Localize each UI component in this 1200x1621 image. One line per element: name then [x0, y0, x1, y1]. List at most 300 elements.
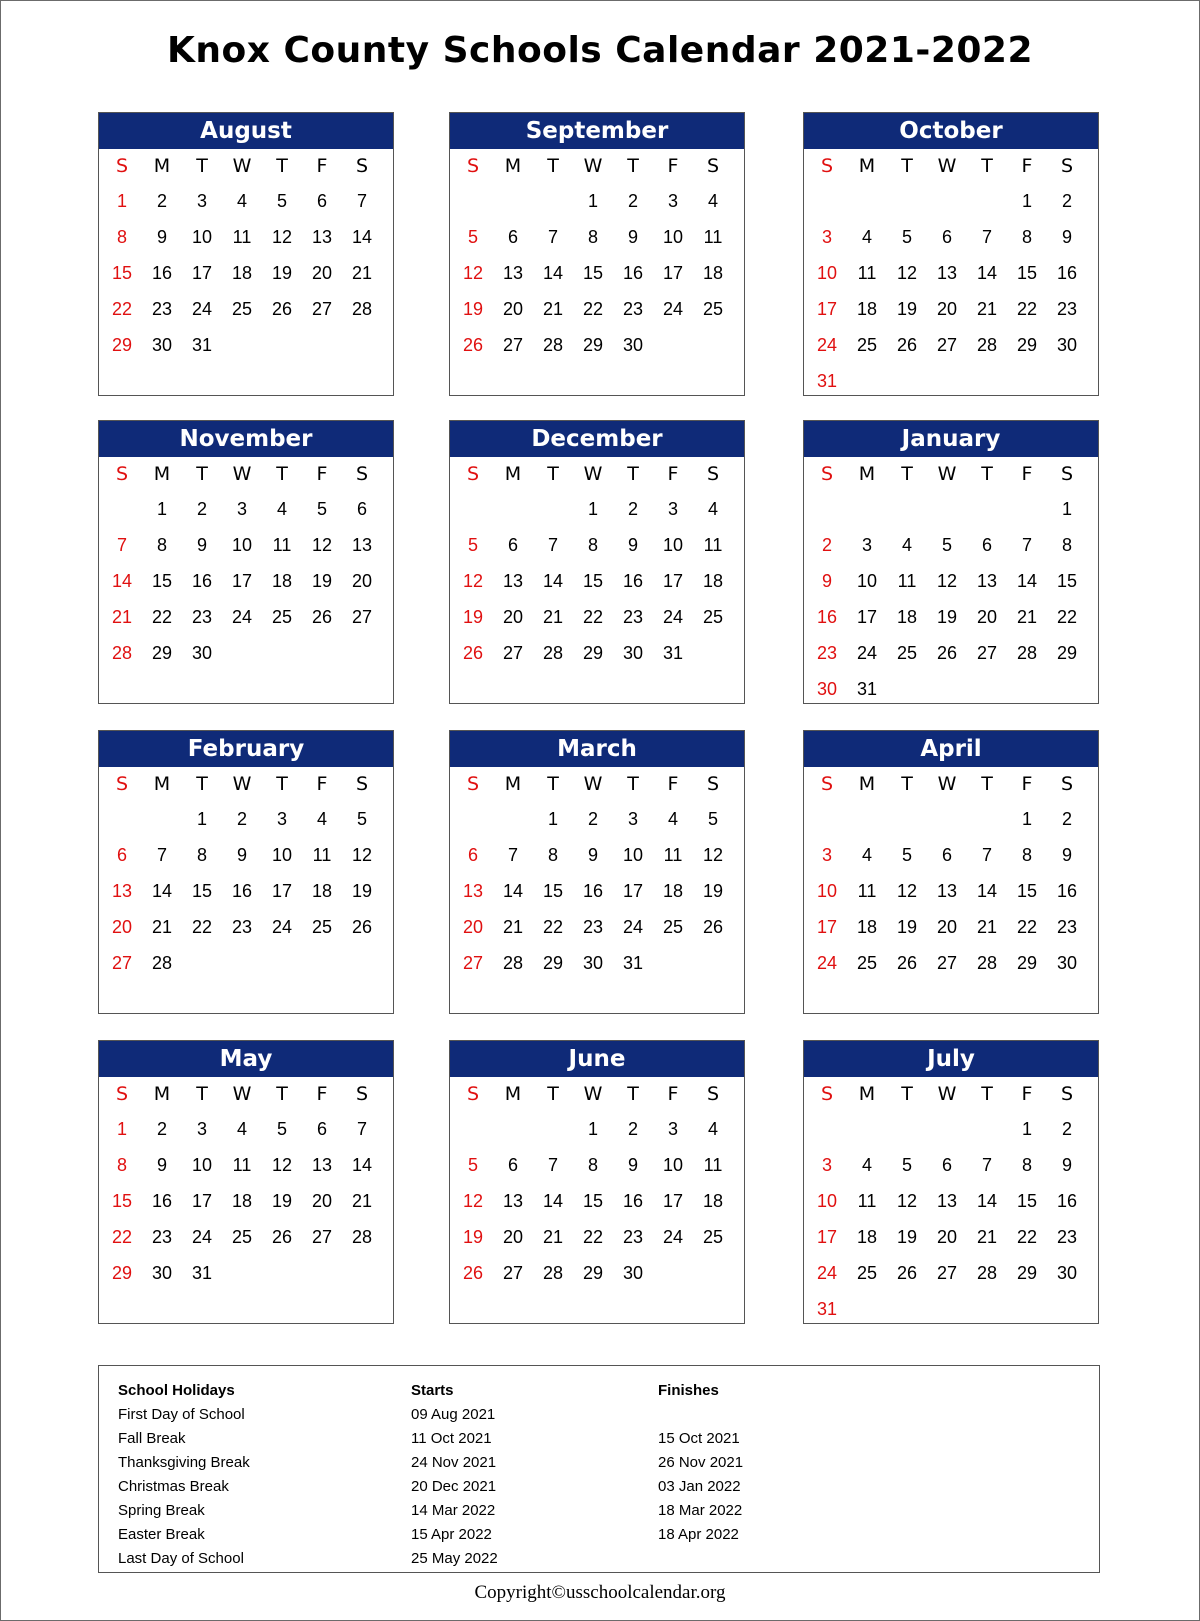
day-cell: 30	[191, 642, 213, 663]
day-cell: 5	[356, 808, 367, 829]
month-title: May	[99, 1041, 393, 1077]
week-row	[804, 671, 1098, 707]
day-cell: 25	[856, 1262, 878, 1283]
weekday-label: M	[153, 773, 171, 795]
day-cell: 10	[662, 534, 684, 555]
day-cell: 18	[856, 1226, 878, 1247]
day-cell: 4	[861, 1154, 872, 1175]
day-cell: 21	[502, 916, 524, 937]
week-row	[804, 599, 1098, 635]
day-cell: 4	[901, 534, 912, 555]
day-cell: 26	[896, 334, 918, 355]
holiday-name: Easter Break	[118, 1526, 205, 1543]
day-cell: 22	[1016, 298, 1038, 319]
day-cell: 9	[627, 534, 638, 555]
day-cell: 5	[467, 1154, 478, 1175]
weekday-label: W	[937, 773, 957, 795]
week-row	[804, 1255, 1098, 1291]
weekday-label: T	[981, 463, 993, 485]
weekday-label: S	[1060, 463, 1074, 485]
month-title: November	[99, 421, 393, 457]
week-row	[450, 801, 744, 837]
day-cell: 25	[702, 1226, 724, 1247]
day-cell: 7	[547, 534, 558, 555]
weekday-header-row	[450, 1077, 744, 1111]
day-cell: 19	[462, 606, 484, 627]
day-cell: 8	[116, 1154, 127, 1175]
day-cell: 2	[1061, 808, 1072, 829]
week-row	[450, 635, 744, 671]
day-cell: 22	[111, 298, 133, 319]
day-cell: 9	[627, 226, 638, 247]
week-row	[99, 599, 393, 635]
day-cell: 19	[896, 916, 918, 937]
month-may	[98, 1040, 394, 1324]
day-cell: 1	[1021, 808, 1032, 829]
day-cell: 6	[941, 844, 952, 865]
week-row	[804, 1147, 1098, 1183]
week-row	[99, 327, 393, 363]
day-cell: 15	[191, 880, 213, 901]
day-cell: 1	[196, 808, 207, 829]
day-cell: 28	[351, 1226, 373, 1247]
day-cell: 30	[1056, 334, 1078, 355]
day-cell: 3	[821, 844, 832, 865]
day-cell: 10	[622, 844, 644, 865]
weekday-label: F	[1021, 1083, 1033, 1105]
day-cell: 8	[196, 844, 207, 865]
day-cell: 1	[587, 1118, 598, 1139]
week-row	[99, 1255, 393, 1291]
holiday-finishes: 03 Jan 2022	[658, 1478, 741, 1495]
day-cell: 19	[896, 1226, 918, 1247]
week-row	[450, 327, 744, 363]
day-cell: 6	[316, 1118, 327, 1139]
weekday-label: F	[1021, 773, 1033, 795]
day-cell: 10	[191, 226, 213, 247]
weekday-label: F	[316, 155, 328, 177]
weekday-label: S	[355, 773, 369, 795]
day-cell: 27	[311, 1226, 333, 1247]
week-row	[804, 635, 1098, 671]
day-cell: 13	[502, 570, 524, 591]
day-cell: 8	[1021, 844, 1032, 865]
day-cell: 23	[1056, 298, 1078, 319]
weekday-label: W	[232, 155, 252, 177]
day-cell: 5	[941, 534, 952, 555]
weekday-label: M	[153, 155, 171, 177]
day-cell: 19	[462, 1226, 484, 1247]
day-cell: 11	[703, 1154, 723, 1175]
month-title: June	[450, 1041, 744, 1077]
holidays-header-name: School Holidays	[118, 1382, 235, 1399]
month-march	[449, 730, 745, 1014]
week-row	[99, 563, 393, 599]
day-cell: 14	[976, 880, 998, 901]
week-row	[450, 599, 744, 635]
day-cell: 28	[976, 1262, 998, 1283]
day-cell: 25	[896, 642, 918, 663]
week-row	[99, 909, 393, 945]
weekday-label: T	[196, 155, 208, 177]
day-cell: 20	[502, 606, 524, 627]
weekday-label: S	[820, 1083, 834, 1105]
day-cell: 27	[976, 642, 998, 663]
day-cell: 11	[857, 262, 877, 283]
week-row	[804, 491, 1098, 527]
day-cell: 4	[707, 498, 718, 519]
day-cell: 20	[936, 916, 958, 937]
weekday-header-row	[450, 457, 744, 491]
day-cell: 3	[667, 498, 678, 519]
day-cell: 27	[111, 952, 133, 973]
day-cell: 5	[316, 498, 327, 519]
day-cell: 7	[981, 226, 992, 247]
month-september	[449, 112, 745, 396]
day-cell: 20	[976, 606, 998, 627]
holiday-name: Spring Break	[118, 1502, 205, 1519]
day-cell: 30	[1056, 952, 1078, 973]
day-cell: 28	[542, 642, 564, 663]
weekday-label: S	[115, 1083, 129, 1105]
day-cell: 23	[622, 606, 644, 627]
day-cell: 1	[116, 190, 127, 211]
day-cell: 7	[547, 226, 558, 247]
day-cell: 2	[156, 1118, 167, 1139]
day-cell: 7	[356, 190, 367, 211]
day-cell: 5	[276, 190, 287, 211]
day-cell: 10	[662, 226, 684, 247]
day-cell: 22	[151, 606, 173, 627]
day-cell: 31	[191, 334, 213, 355]
day-cell: 17	[816, 916, 838, 937]
day-cell: 24	[662, 298, 684, 319]
week-row	[804, 1219, 1098, 1255]
day-cell: 1	[547, 808, 558, 829]
day-cell: 12	[311, 534, 333, 555]
day-cell: 21	[976, 298, 998, 319]
day-cell: 11	[703, 534, 723, 555]
week-row	[99, 1183, 393, 1219]
weekday-label: S	[1060, 773, 1074, 795]
day-cell: 2	[627, 498, 638, 519]
day-cell: 6	[467, 844, 478, 865]
day-cell: 27	[502, 334, 524, 355]
day-cell: 15	[542, 880, 564, 901]
month-december	[449, 420, 745, 704]
weekday-label: S	[355, 155, 369, 177]
day-cell: 9	[196, 534, 207, 555]
weekday-label: M	[858, 463, 876, 485]
week-row	[450, 291, 744, 327]
day-cell: 21	[542, 298, 564, 319]
holiday-name: Christmas Break	[118, 1478, 229, 1495]
day-cell: 13	[502, 262, 524, 283]
week-row	[804, 1111, 1098, 1147]
day-cell: 15	[582, 262, 604, 283]
day-cell: 26	[271, 298, 293, 319]
day-cell: 12	[896, 1190, 918, 1211]
weekday-label: M	[504, 1083, 522, 1105]
weekday-label: M	[504, 463, 522, 485]
day-cell: 21	[976, 916, 998, 937]
weekday-label: F	[316, 773, 328, 795]
weekday-label: S	[355, 463, 369, 485]
weekday-label: T	[547, 463, 559, 485]
weekday-label: T	[627, 463, 639, 485]
weekday-label: S	[820, 463, 834, 485]
day-cell: 14	[542, 570, 564, 591]
day-cell: 11	[232, 226, 252, 247]
week-row	[450, 183, 744, 219]
day-cell: 1	[1061, 498, 1072, 519]
week-row	[99, 1219, 393, 1255]
day-cell: 24	[816, 334, 838, 355]
day-cell: 26	[462, 1262, 484, 1283]
weekday-header-row	[450, 767, 744, 801]
day-cell: 26	[351, 916, 373, 937]
day-cell: 12	[702, 844, 724, 865]
month-january	[803, 420, 1099, 704]
day-cell: 24	[662, 606, 684, 627]
weekday-label: M	[504, 773, 522, 795]
day-cell: 21	[151, 916, 173, 937]
day-cell: 14	[351, 1154, 373, 1175]
day-cell: 9	[1061, 844, 1072, 865]
weekday-label: W	[937, 155, 957, 177]
day-cell: 2	[587, 808, 598, 829]
weekday-label: T	[627, 1083, 639, 1105]
week-row	[450, 837, 744, 873]
day-cell: 24	[191, 298, 213, 319]
weekday-label: W	[583, 1083, 603, 1105]
day-cell: 25	[856, 334, 878, 355]
day-cell: 4	[236, 190, 247, 211]
day-cell: 17	[231, 570, 253, 591]
day-cell: 15	[151, 570, 173, 591]
day-cell: 4	[316, 808, 327, 829]
week-row	[804, 219, 1098, 255]
day-cell: 8	[587, 226, 598, 247]
week-row	[450, 255, 744, 291]
day-cell: 16	[191, 570, 213, 591]
day-cell: 16	[231, 880, 253, 901]
weekday-label: T	[276, 1083, 288, 1105]
day-cell: 7	[547, 1154, 558, 1175]
week-row	[804, 563, 1098, 599]
day-cell: 8	[1021, 1154, 1032, 1175]
day-cell: 12	[271, 1154, 293, 1175]
day-cell: 5	[901, 1154, 912, 1175]
weekday-label: M	[858, 1083, 876, 1105]
weekday-label: M	[858, 773, 876, 795]
day-cell: 29	[1016, 952, 1038, 973]
weekday-label: F	[667, 463, 679, 485]
week-row	[804, 1291, 1098, 1327]
day-cell: 12	[351, 844, 373, 865]
day-cell: 14	[976, 262, 998, 283]
day-cell: 7	[156, 844, 167, 865]
weekday-label: W	[583, 773, 603, 795]
day-cell: 14	[542, 262, 564, 283]
day-cell: 13	[936, 1190, 958, 1211]
day-cell: 28	[351, 298, 373, 319]
day-cell: 29	[582, 334, 604, 355]
weekday-label: S	[706, 463, 720, 485]
day-cell: 26	[936, 642, 958, 663]
day-cell: 28	[151, 952, 173, 973]
day-cell: 21	[976, 1226, 998, 1247]
day-cell: 9	[587, 844, 598, 865]
day-cell: 25	[311, 916, 333, 937]
day-cell: 25	[702, 606, 724, 627]
holiday-name: Last Day of School	[118, 1550, 244, 1567]
day-cell: 15	[1016, 880, 1038, 901]
day-cell: 24	[856, 642, 878, 663]
day-cell: 10	[191, 1154, 213, 1175]
day-cell: 8	[587, 1154, 598, 1175]
day-cell: 6	[507, 534, 518, 555]
day-cell: 17	[662, 262, 684, 283]
day-cell: 24	[231, 606, 253, 627]
holiday-name: Thanksgiving Break	[118, 1454, 250, 1471]
week-row	[804, 801, 1098, 837]
holidays-header-finishes: Finishes	[658, 1382, 719, 1399]
day-cell: 5	[901, 226, 912, 247]
day-cell: 23	[151, 1226, 173, 1247]
day-cell: 20	[502, 1226, 524, 1247]
day-cell: 1	[587, 498, 598, 519]
day-cell: 4	[276, 498, 287, 519]
day-cell: 19	[896, 298, 918, 319]
day-cell: 23	[582, 916, 604, 937]
holiday-row	[99, 1526, 1099, 1550]
day-cell: 27	[936, 952, 958, 973]
day-cell: 5	[467, 534, 478, 555]
holiday-row	[99, 1406, 1099, 1430]
day-cell: 19	[271, 1190, 293, 1211]
day-cell: 6	[981, 534, 992, 555]
month-july	[803, 1040, 1099, 1324]
weekday-label: M	[858, 155, 876, 177]
day-cell: 3	[667, 190, 678, 211]
day-cell: 15	[1016, 262, 1038, 283]
holiday-starts: 15 Apr 2022	[411, 1526, 492, 1543]
weekday-label: T	[276, 155, 288, 177]
day-cell: 17	[662, 1190, 684, 1211]
day-cell: 3	[196, 190, 207, 211]
week-row	[804, 327, 1098, 363]
weekday-label: F	[1021, 155, 1033, 177]
day-cell: 6	[316, 190, 327, 211]
day-cell: 11	[897, 570, 917, 591]
day-cell: 23	[151, 298, 173, 319]
week-row	[804, 873, 1098, 909]
day-cell: 24	[271, 916, 293, 937]
day-cell: 4	[707, 1118, 718, 1139]
day-cell: 22	[582, 606, 604, 627]
weekday-header-row	[99, 767, 393, 801]
day-cell: 20	[111, 916, 133, 937]
page-title: Knox County Schools Calendar 2021-2022	[166, 30, 1034, 71]
day-cell: 18	[231, 1190, 253, 1211]
month-august	[98, 112, 394, 396]
day-cell: 26	[311, 606, 333, 627]
day-cell: 28	[542, 1262, 564, 1283]
day-cell: 27	[936, 334, 958, 355]
holiday-row	[99, 1550, 1099, 1574]
day-cell: 17	[191, 262, 213, 283]
weekday-label: F	[316, 463, 328, 485]
day-cell: 21	[1016, 606, 1038, 627]
day-cell: 27	[936, 1262, 958, 1283]
weekday-header-row	[804, 1077, 1098, 1111]
day-cell: 15	[111, 262, 133, 283]
holidays-header-starts: Starts	[411, 1382, 454, 1399]
weekday-label: S	[466, 773, 480, 795]
day-cell: 10	[816, 262, 838, 283]
day-cell: 17	[816, 298, 838, 319]
week-row	[99, 1111, 393, 1147]
day-cell: 25	[231, 298, 253, 319]
day-cell: 9	[236, 844, 247, 865]
day-cell: 29	[542, 952, 564, 973]
day-cell: 18	[271, 570, 293, 591]
day-cell: 3	[821, 1154, 832, 1175]
weekday-label: F	[667, 773, 679, 795]
week-row	[450, 945, 744, 981]
weekday-label: T	[901, 463, 913, 485]
day-cell: 17	[622, 880, 644, 901]
weekday-label: T	[196, 463, 208, 485]
holiday-starts: 11 Oct 2021	[411, 1430, 492, 1447]
week-row	[804, 255, 1098, 291]
day-cell: 17	[816, 1226, 838, 1247]
month-title: September	[450, 113, 744, 149]
weekday-label: T	[196, 773, 208, 795]
day-cell: 17	[662, 570, 684, 591]
day-cell: 24	[816, 1262, 838, 1283]
week-row	[804, 909, 1098, 945]
day-cell: 13	[936, 262, 958, 283]
day-cell: 15	[1016, 1190, 1038, 1211]
weekday-label: S	[820, 773, 834, 795]
day-cell: 6	[941, 1154, 952, 1175]
weekday-label: T	[627, 155, 639, 177]
day-cell: 17	[271, 880, 293, 901]
weekday-label: S	[115, 773, 129, 795]
day-cell: 31	[622, 952, 644, 973]
weekday-label: S	[820, 155, 834, 177]
day-cell: 11	[312, 844, 332, 865]
week-row	[450, 1183, 744, 1219]
day-cell: 2	[1061, 1118, 1072, 1139]
day-cell: 26	[462, 334, 484, 355]
day-cell: 4	[861, 226, 872, 247]
day-cell: 22	[582, 1226, 604, 1247]
day-cell: 3	[821, 226, 832, 247]
week-row	[99, 219, 393, 255]
day-cell: 14	[1016, 570, 1038, 591]
day-cell: 25	[702, 298, 724, 319]
day-cell: 16	[622, 262, 644, 283]
day-cell: 29	[1016, 334, 1038, 355]
holiday-row	[99, 1430, 1099, 1454]
weekday-label: T	[547, 773, 559, 795]
week-row	[804, 527, 1098, 563]
month-june	[449, 1040, 745, 1324]
holiday-starts: 09 Aug 2021	[411, 1406, 496, 1423]
